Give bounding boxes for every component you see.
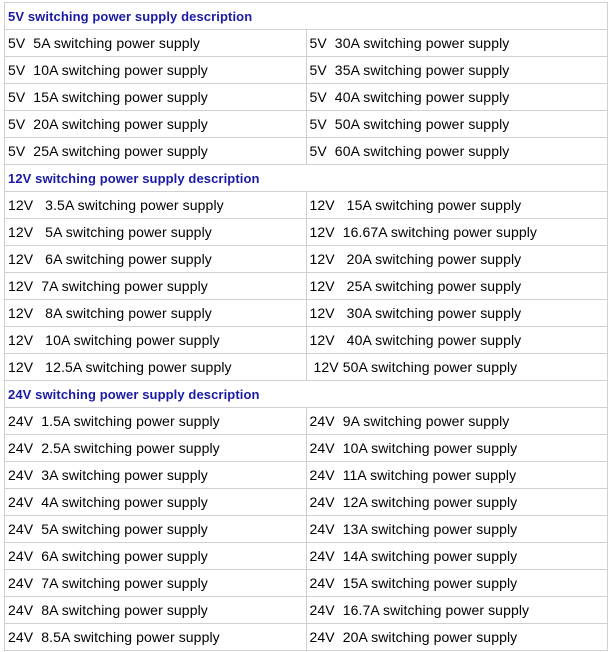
table-row bbox=[5, 408, 608, 435]
table-row bbox=[5, 273, 608, 300]
table-row bbox=[5, 327, 608, 354]
table-cell-left: 5V 15A switching power supply bbox=[5, 84, 307, 111]
table-row bbox=[5, 354, 608, 381]
table-cell-right: 24V 14A switching power supply bbox=[306, 543, 608, 570]
table-cell-left: 5V 25A switching power supply bbox=[5, 138, 307, 165]
table-cell-right: 24V 20A switching power supply bbox=[306, 624, 608, 651]
section-header-row bbox=[5, 165, 608, 192]
table-row bbox=[5, 111, 608, 138]
power-supply-table bbox=[4, 2, 608, 651]
section-title: 5V switching power supply description bbox=[5, 3, 608, 30]
table-row bbox=[5, 300, 608, 327]
table-cell-left: 12V 3.5A switching power supply bbox=[5, 192, 307, 219]
table-cell-left: 24V 1.5A switching power supply bbox=[5, 408, 307, 435]
table-cell-right: 24V 12A switching power supply bbox=[306, 489, 608, 516]
table-cell-right: 5V 50A switching power supply bbox=[306, 111, 608, 138]
table-cell-left: 24V 2.5A switching power supply bbox=[5, 435, 307, 462]
table-row bbox=[5, 543, 608, 570]
table-cell-left: 12V 10A switching power supply bbox=[5, 327, 307, 354]
table-cell-right: 5V 30A switching power supply bbox=[306, 30, 608, 57]
table-cell-left: 12V 7A switching power supply bbox=[5, 273, 307, 300]
table-row bbox=[5, 489, 608, 516]
table-cell-right: 12V 40A switching power supply bbox=[306, 327, 608, 354]
table-cell-right: 24V 16.7A switching power supply bbox=[306, 597, 608, 624]
section-title: 12V switching power supply description bbox=[5, 165, 608, 192]
table-cell-right: 24V 10A switching power supply bbox=[306, 435, 608, 462]
table-cell-left: 12V 12.5A switching power supply bbox=[5, 354, 307, 381]
section-header-row bbox=[5, 3, 608, 30]
table-row bbox=[5, 516, 608, 543]
table-cell-right: 12V 16.67A switching power supply bbox=[306, 219, 608, 246]
table-cell-right: 5V 60A switching power supply bbox=[306, 138, 608, 165]
table-cell-right: 12V 50A switching power supply bbox=[306, 354, 608, 381]
table-row bbox=[5, 192, 608, 219]
table-row bbox=[5, 30, 608, 57]
table-cell-right: 12V 30A switching power supply bbox=[306, 300, 608, 327]
table-cell-left: 12V 5A switching power supply bbox=[5, 219, 307, 246]
table-cell-left: 24V 6A switching power supply bbox=[5, 543, 307, 570]
table-cell-right: 24V 15A switching power supply bbox=[306, 570, 608, 597]
table-cell-right: 5V 35A switching power supply bbox=[306, 57, 608, 84]
table-cell-left: 24V 8.5A switching power supply bbox=[5, 624, 307, 651]
table-cell-right: 12V 15A switching power supply bbox=[306, 192, 608, 219]
table-row bbox=[5, 246, 608, 273]
table-row bbox=[5, 57, 608, 84]
table-row bbox=[5, 462, 608, 489]
table-row bbox=[5, 597, 608, 624]
table-cell-left: 24V 8A switching power supply bbox=[5, 597, 307, 624]
table-cell-right: 12V 20A switching power supply bbox=[306, 246, 608, 273]
table-cell-left: 24V 7A switching power supply bbox=[5, 570, 307, 597]
table-row bbox=[5, 624, 608, 651]
table-cell-left: 5V 10A switching power supply bbox=[5, 57, 307, 84]
table-cell-left: 24V 4A switching power supply bbox=[5, 489, 307, 516]
table-row bbox=[5, 219, 608, 246]
table-row bbox=[5, 84, 608, 111]
table-cell-right: 24V 13A switching power supply bbox=[306, 516, 608, 543]
table-cell-right: 12V 25A switching power supply bbox=[306, 273, 608, 300]
table-cell-left: 24V 5A switching power supply bbox=[5, 516, 307, 543]
table-cell-right: 5V 40A switching power supply bbox=[306, 84, 608, 111]
power-supply-table-body bbox=[5, 3, 608, 651]
table-cell-right: 24V 11A switching power supply bbox=[306, 462, 608, 489]
section-title: 24V switching power supply description bbox=[5, 381, 608, 408]
table-cell-left: 12V 8A switching power supply bbox=[5, 300, 307, 327]
table-row bbox=[5, 435, 608, 462]
table-cell-left: 24V 3A switching power supply bbox=[5, 462, 307, 489]
section-header-row bbox=[5, 381, 608, 408]
table-cell-left: 5V 5A switching power supply bbox=[5, 30, 307, 57]
table-cell-left: 5V 20A switching power supply bbox=[5, 111, 307, 138]
table-row bbox=[5, 570, 608, 597]
table-cell-left: 12V 6A switching power supply bbox=[5, 246, 307, 273]
table-cell-right: 24V 9A switching power supply bbox=[306, 408, 608, 435]
table-row bbox=[5, 138, 608, 165]
